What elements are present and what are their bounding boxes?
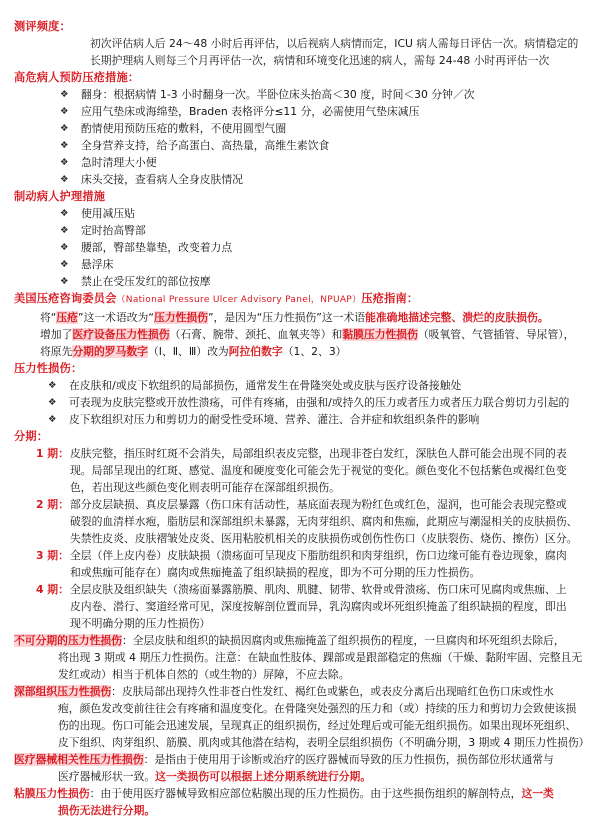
mucosal-line-2 xyxy=(14,802,602,819)
list-item xyxy=(60,103,602,120)
list-item xyxy=(48,411,602,428)
text: 皮肤局部出现持久性非苍白性发红、褐红色或紫色，或表皮分离后出现暗红色伤口床或性水 xyxy=(121,685,554,698)
list-item xyxy=(60,205,602,222)
stage-line: 色，若出现这些颜色变化则表明可能存在深部组织损伤。 xyxy=(70,481,340,494)
text: 全层皮肤和组织的缺损因腐肉或焦痂掩盖了组织损伤的程度，一旦腐肉和坏死组织去除后， xyxy=(132,634,565,647)
deep-tissue-line-4: 皮下组织、肉芽组织、筋膜、肌肉或其他潜在结构，表明全层组织损伤（不明确分期，3 期或 4 期压力性损伤） xyxy=(58,736,590,749)
emph-text: 阿拉伯数字 xyxy=(228,345,283,358)
stage-line: 失禁性皮炎、皮肤褶皱处皮炎、医用粘胶机相关的皮肤损伤或创伤性伤口（皮肤裂伤、烧伤、擦伤）区分。 xyxy=(70,532,578,545)
pressure-injury-list xyxy=(14,377,602,428)
emph-term: 黏膜压力性损伤 xyxy=(342,328,418,341)
diamond-bullet-icon: ❖ xyxy=(60,208,69,219)
list-item-label: 皮下软组织对压力和剪切力的耐受性受环境、营养、灌注、合并症和软组织条件的影响 xyxy=(69,413,480,426)
text: （吸氧管、气管插管、导尿管）， xyxy=(417,328,575,341)
diamond-bullet-icon: ❖ xyxy=(60,242,69,253)
list-item-label: 急时清理大小便 xyxy=(81,156,157,169)
section-assessment-frequency xyxy=(14,18,602,69)
assessment-frequency-paragraph xyxy=(14,35,602,69)
text: ”这一术语改为“ xyxy=(77,311,154,324)
emph-text: 损伤无法进行分期。 xyxy=(58,804,156,817)
list-item-label: 应用气垫床或海绵垫，Braden 表格评分≤11 分，必需使用气垫床减压 xyxy=(81,105,420,118)
list-item xyxy=(60,171,602,188)
stage-line: 全层（伴上皮内卷）皮肤缺损（溃疡面可呈现皮下脂肪组织和肉芽组织，伤口边缘可能有卷边现象，腐肉 xyxy=(70,549,567,562)
diamond-bullet-icon: ❖ xyxy=(60,89,69,100)
section-npuap xyxy=(14,290,602,360)
list-item xyxy=(60,256,602,273)
emph-term: 分期的罗马数字 xyxy=(72,345,148,358)
section-high-risk-prevention xyxy=(14,69,602,188)
unstageable-line-3: 发红或动）相当于机体自然的（或生物的）屏障，不应去除。 xyxy=(58,668,350,681)
npuap-line-2 xyxy=(40,326,602,343)
diamond-bullet-icon: ❖ xyxy=(60,106,69,117)
section-deep-tissue xyxy=(14,683,602,751)
diamond-bullet-icon: ❖ xyxy=(60,123,69,134)
colon: ： xyxy=(143,753,155,766)
text: 增加了 xyxy=(40,328,73,341)
section-heading-assessment-frequency: 测评频度： xyxy=(14,20,71,33)
high-risk-prevention-list xyxy=(14,86,602,188)
text: 由于使用医疗器械导致相应部位粘膜出现的压力性损伤。由于这些损伤组织的解剖特点， xyxy=(100,787,522,800)
list-item-label: 悬浮床 xyxy=(81,258,114,271)
stage-1 xyxy=(14,445,602,496)
stage-label: 4 期： xyxy=(36,583,69,596)
unstageable-line-1 xyxy=(14,632,602,649)
stage-label: 3 期： xyxy=(36,549,69,562)
text: 是指由于使用用于诊断或治疗的医疗器械而导致的压力性损伤，损伤部位形状通常与 xyxy=(154,753,554,766)
mucosal-line-1 xyxy=(14,785,602,802)
diamond-bullet-icon: ❖ xyxy=(60,157,69,168)
stage-label: 2 期： xyxy=(36,498,69,511)
stage-line: 部分皮层缺损、真皮层暴露（伤口床有活动性，基底面表现为粉红色或红色，湿润，也可能会表现完整或 xyxy=(70,498,567,511)
stage-line: 现。局部呈现出的红斑、感觉、温度和硬度变化可能会先于视觉的变化。颜色变化不包括紫色或褐红色变 xyxy=(70,464,567,477)
list-item xyxy=(48,377,602,394)
section-heading-staging: 分期： xyxy=(14,430,49,443)
paragraph-line: 初次评估病人后 24～48 小时后再评估，以后视病人病情而定，ICU 病人需每日评估一次。病情稳定的 xyxy=(90,37,579,50)
stage-3 xyxy=(14,547,602,581)
term-label: 深部组织压力性损伤 xyxy=(14,685,112,698)
text: （1、2、3） xyxy=(282,345,347,358)
deep-tissue-line-1 xyxy=(14,683,602,700)
term-label: 粘膜压力性损伤 xyxy=(14,787,90,800)
stage-line: 破裂的血清样水疱，脂肪层和深部组织未暴露，无肉芽组织、腐肉和焦痂，此期应与潮湿相关的皮肤损伤、 xyxy=(70,515,578,528)
npuap-line-1 xyxy=(40,309,602,326)
list-item-label: 翻身：根据病情 1-3 小时翻身一次。半卧位床头抬高＜30 度，时间＜30 分钟／次 xyxy=(81,88,475,101)
diamond-bullet-icon: ❖ xyxy=(60,140,69,151)
diamond-bullet-icon: ❖ xyxy=(60,225,69,236)
stage-line: 皮肤完整，指压时红斑不会消失，局部组织表皮完整，出现非苍白发红，深肤色人群可能会出现不同的表 xyxy=(70,447,567,460)
npuap-heading-cn-1: 美国压疮咨询委员会 xyxy=(14,292,117,305)
section-mucosal xyxy=(14,785,602,819)
emph-text: 这一类 xyxy=(521,787,554,800)
stage-4 xyxy=(14,581,602,632)
list-item-label: 床头交接，查看病人全身皮肤情况 xyxy=(81,173,243,186)
section-immobilized-care xyxy=(14,188,602,290)
list-item xyxy=(60,86,602,103)
list-item-label: 可表现为皮肤完整或开放性溃疡，可伴有疼痛，由强和/或持久的压力或者压力或者压力联合剪切力引起的 xyxy=(69,396,570,409)
stage-line: 现不明确分期的压力性损伤） xyxy=(70,617,211,630)
npuap-heading-cn-2: 压疮指南 xyxy=(361,292,407,305)
emph-text: 能准确地描述完整、溃烂的皮肤损伤。 xyxy=(365,311,549,324)
device-related-line-1 xyxy=(14,751,602,768)
list-item xyxy=(60,273,602,290)
npuap-heading-en: （National Pressure Ulcer Advisory Panel，NPUAP） xyxy=(116,295,362,305)
immobilized-care-list xyxy=(14,205,602,290)
npuap-body xyxy=(14,309,602,360)
section-heading-npuap xyxy=(14,290,602,309)
list-item xyxy=(60,154,602,171)
stage-line: 全层皮肤及组织缺失（溃疡面暴露筋膜、肌肉、肌腱、韧带、软骨或骨溃疡、伤口床可见腐肉或焦痂、上 xyxy=(70,583,567,596)
npuap-line-3 xyxy=(40,343,602,360)
colon: ： xyxy=(121,634,133,647)
deep-tissue-line-2: 疱，颜色发改变前往往会有疼痛和温度变化。在骨隆突处强烈的压力和（或）持续的压力和剪切力会致使该损 xyxy=(58,702,577,715)
text: 将原先 xyxy=(40,345,73,358)
stage-label: 1 期： xyxy=(36,447,69,460)
list-item-label: 在皮肤和/或皮下软组织的局部损伤，通常发生在骨隆突处或皮肤与医疗设备接触处 xyxy=(69,379,462,392)
text: 将“ xyxy=(40,311,57,324)
deep-tissue-line-3: 伤的出现。伤口可能会迅速发展，呈现真正的组织损伤，经过处理后或可能无组织损伤。如果出现坏死组织、 xyxy=(58,719,577,732)
emph-term: 压力性损伤 xyxy=(153,311,208,324)
section-heading-immobilized-care: 制动病人护理措施 xyxy=(14,190,106,203)
list-item xyxy=(60,239,602,256)
emph-term: 医疗设备压力性损伤 xyxy=(72,328,170,341)
list-item-label: 禁止在受压发红的部位按摩 xyxy=(81,275,211,288)
colon: ： xyxy=(89,787,101,800)
text: ”，是因为“压力性损伤”这一术语 xyxy=(207,311,366,324)
npuap-heading-colon: ： xyxy=(406,292,419,305)
diamond-bullet-icon: ❖ xyxy=(60,276,69,287)
list-item-label: 使用减压贴 xyxy=(81,207,135,220)
text: 医疗器械形状一致。 xyxy=(58,770,156,783)
term-label: 医疗器械相关性压力性损伤 xyxy=(14,753,144,766)
diamond-bullet-icon: ❖ xyxy=(60,174,69,185)
list-item xyxy=(60,137,602,154)
list-item xyxy=(60,222,602,239)
stage-line: 和或焦痂可能存在）腐肉或焦痂掩盖了组织缺损的程度，即为不可分期的压力性损伤。 xyxy=(70,566,481,579)
diamond-bullet-icon: ❖ xyxy=(48,380,57,391)
colon: ： xyxy=(111,685,122,698)
text: （石膏、腕带、颈托、血氧夹等）和 xyxy=(169,328,343,341)
list-item-label: 酌情使用预防压疮的敷料，不使用圆型气圈 xyxy=(81,122,287,135)
device-related-line-2 xyxy=(14,768,602,785)
list-item-label: 腰部，臀部垫靠垫，改变着力点 xyxy=(81,241,233,254)
section-unstageable xyxy=(14,632,602,683)
stage-2 xyxy=(14,496,602,547)
section-device-related xyxy=(14,751,602,785)
diamond-bullet-icon: ❖ xyxy=(48,397,57,408)
list-item-label: 定时抬高臀部 xyxy=(81,224,146,237)
emph-term: 压疮 xyxy=(56,311,78,324)
diamond-bullet-icon: ❖ xyxy=(48,414,57,425)
term-label: 不可分期的压力性损伤 xyxy=(14,634,122,647)
section-heading-high-risk-prevention: 高危病人预防压疮措施： xyxy=(14,71,140,84)
emph-text: 这一类损伤可以根据上述分期系统进行分期。 xyxy=(155,770,372,783)
list-item xyxy=(60,120,602,137)
paragraph-line: 长期护理病人则每三个月再评估一次，病情和环境变化迅速的病人，需每 24-48 小时再评估一次 xyxy=(90,54,550,67)
section-pressure-injury xyxy=(14,360,602,428)
list-item-label: 全身营养支持，给予高蛋白、高热量，高维生素饮食 xyxy=(81,139,330,152)
diamond-bullet-icon: ❖ xyxy=(60,259,69,270)
list-item xyxy=(48,394,602,411)
stage-line: 皮内卷、潜行、窦道经常可见，深度按解剖位置而异，乳沟腐肉或坏死组织掩盖了组织缺损的程度，即出 xyxy=(70,600,567,613)
section-heading-pressure-injury: 压力性损伤： xyxy=(14,362,83,375)
unstageable-line-2: 将出现 3 期或 4 期压力性损伤。注意：在缺血性肢体、踝部或是跟部稳定的焦痂（干燥、黏附牢固、完整且无 xyxy=(58,651,583,664)
text: （Ⅰ、Ⅱ、Ⅲ）改为 xyxy=(147,345,229,358)
section-staging xyxy=(14,428,602,632)
